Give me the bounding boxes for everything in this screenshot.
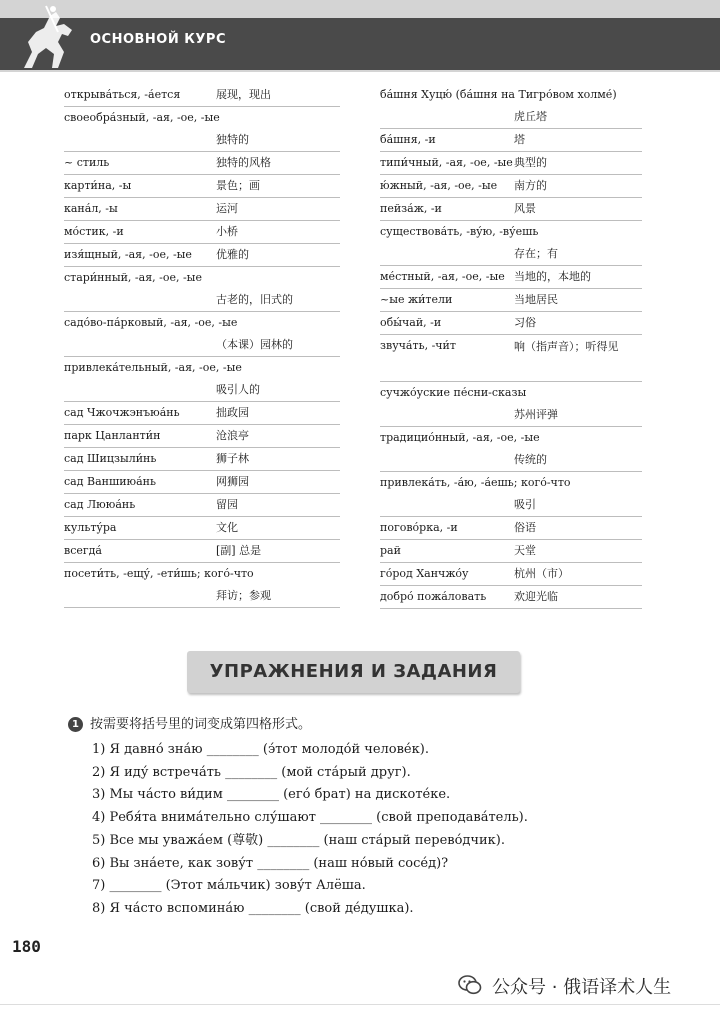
- vocab-row: [64, 425, 340, 448]
- vocab-chinese: 苏州评弹: [514, 408, 558, 421]
- vocab-russian: привлека́тельный, -ая, -ое, -ые: [64, 361, 242, 374]
- exercise-item: 3) Мы ча́сто ви́дим ________ (его́ брат) на дискоте́ке.: [92, 787, 451, 803]
- task-number-badge: 1: [68, 717, 83, 732]
- vocab-row: [64, 517, 340, 540]
- vocab-row: [64, 357, 340, 402]
- header-title: ОСНОВНОЙ КУРС: [90, 32, 226, 47]
- vocab-row: [64, 175, 340, 198]
- exercise-item: 2) Я иду́ встреча́ть ________ (мой ста́рый друг).: [92, 764, 411, 780]
- vocab-chinese: 独特的风格: [216, 156, 271, 169]
- vocab-row: [380, 563, 642, 586]
- vocab-chinese: 典型的: [514, 156, 547, 169]
- vocab-row: [64, 448, 340, 471]
- vocab-chinese: 留园: [216, 498, 238, 511]
- vocab-russian: привлека́ть, -а́ю, -а́ешь; кого́-что: [380, 476, 571, 489]
- vocab-row: [380, 129, 642, 152]
- vocab-russian: сад Шицзыли́нь: [64, 452, 157, 465]
- page-number: 180: [12, 937, 41, 956]
- vocab-row: [380, 289, 642, 312]
- vocab-row: [380, 198, 642, 221]
- vocab-row: [380, 382, 642, 427]
- vocab-russian: типи́чный, -ая, -ое, -ые: [380, 156, 513, 169]
- vocab-russian: добро́ пожа́ловать: [380, 590, 487, 603]
- vocab-chinese: 独特的: [216, 133, 249, 146]
- vocab-row: [380, 540, 642, 563]
- vocab-russian: звуча́ть, -чи́т: [380, 339, 456, 352]
- vocab-chinese: 天堂: [514, 544, 536, 557]
- vocab-chinese: [副] 总是: [216, 544, 262, 557]
- vocab-chinese: 小桥: [216, 225, 238, 238]
- vocab-row: [64, 402, 340, 425]
- vocab-russian: обы́чай, -и: [380, 316, 442, 329]
- vocab-russian: своеобра́зный, -ая, -ое, -ые: [64, 111, 220, 124]
- vocab-row: [64, 267, 340, 312]
- vocab-chinese: 文化: [216, 521, 238, 534]
- vocab-chinese: 传统的: [514, 453, 547, 466]
- vocab-russian: традицио́нный, -ая, -ое, -ые: [380, 431, 540, 444]
- vocab-row: [64, 494, 340, 517]
- vocab-russian: всегда́: [64, 544, 102, 557]
- vocab-russian: пейза́ж, -и: [380, 202, 442, 215]
- vocab-row: [64, 107, 340, 152]
- vocab-chinese: 风景: [514, 202, 536, 215]
- vocab-russian: кана́л, -ы: [64, 202, 118, 215]
- vocab-russian: ме́стный, -ая, -ое, -ые: [380, 270, 505, 283]
- vocab-russian: существова́ть, -ву́ю, -ву́ешь: [380, 225, 539, 238]
- vocab-chinese: 当地的，本地的: [514, 270, 591, 283]
- vocab-row: [64, 312, 340, 357]
- vocab-russian: карти́на, -ы: [64, 179, 132, 192]
- vocab-chinese: 狮子林: [216, 452, 249, 465]
- vocab-chinese: 景色；画: [216, 179, 260, 192]
- vocab-russian: ба́шня, -и: [380, 133, 436, 146]
- vocab-row: [380, 312, 642, 335]
- exercise-item: 4) Ребя́та внима́тельно слу́шают ________ (свой преподава́тель).: [92, 810, 528, 826]
- task-title: 按需要将括号里的词变成第四格形式。: [90, 717, 312, 732]
- vocab-russian: посети́ть, -ещу́, -ети́шь; кого́-что: [64, 567, 254, 580]
- vocab-russian: культу́ра: [64, 521, 117, 534]
- vocab-chinese: 网狮园: [216, 475, 249, 488]
- vocab-row: [380, 175, 642, 198]
- vocab-russian: ~ые жи́тели: [380, 293, 453, 306]
- vocab-chinese: 欢迎光临: [514, 590, 558, 603]
- vocab-chinese: 吸引人的: [216, 383, 260, 396]
- vocab-russian: парк Цанланти́н: [64, 429, 161, 442]
- exercise-item: 8) Я ча́сто вспомина́ю ________ (свой де́душка).: [92, 900, 414, 916]
- vocab-russian: мо́стик, -и: [64, 225, 124, 238]
- vocab-chinese: 俗语: [514, 521, 536, 534]
- vocab-list-left: [64, 84, 340, 608]
- exercise-list: [92, 739, 528, 921]
- vocab-row: [380, 517, 642, 540]
- vocab-russian: ю́жный, -ая, -ое, -ые: [380, 179, 498, 192]
- vocab-russian: ~ стиль: [64, 156, 110, 169]
- vocab-russian: погово́рка, -и: [380, 521, 458, 534]
- vocab-row: [64, 152, 340, 175]
- vocab-chinese: 虎丘塔: [514, 110, 547, 123]
- vocab-row: [64, 198, 340, 221]
- page-header: [0, 0, 720, 72]
- exercise-item: 5) Все мы уважа́ем (尊敬) ________ (наш ста́рый перево́дчик).: [92, 832, 506, 848]
- vocab-russian: го́род Ханчжо́у: [380, 567, 469, 580]
- vocab-russian: стари́нный, -ая, -ое, -ые: [64, 271, 202, 284]
- vocab-chinese: 沧浪亭: [216, 429, 249, 442]
- vocab-list-right: [380, 84, 642, 609]
- vocab-chinese: 塔: [514, 133, 525, 146]
- vocab-row: [380, 586, 642, 609]
- exercise-item: 1) Я давно́ зна́ю ________ (э́тот молодо́й челове́к).: [92, 742, 429, 757]
- vocab-row: [380, 266, 642, 289]
- vocab-chinese: 古老的，旧式的: [216, 293, 293, 306]
- watermark-text: 公众号 · 俄语译术人生: [492, 977, 672, 998]
- horse-rider-logo-icon: [6, 2, 92, 72]
- vocab-chinese: 存在；有: [514, 247, 558, 260]
- exercise-item: 7) ________ (Этот ма́льчик) зову́т Алёша.: [92, 878, 366, 894]
- vocab-chinese: 习俗: [514, 316, 536, 329]
- vocab-row: [380, 427, 642, 472]
- vocab-chinese: 南方的: [514, 179, 547, 192]
- section-title: УПРАЖНЕНИЯ И ЗАДАНИЯ: [187, 651, 520, 693]
- vocab-row: [64, 244, 340, 267]
- vocab-russian: открыва́ться, -а́ется: [64, 88, 181, 101]
- wechat-icon: [458, 974, 482, 996]
- vocab-russian: сад Лююа́нь: [64, 498, 136, 511]
- vocab-row: [64, 540, 340, 563]
- vocab-russian: сад Чжочжэнъюа́нь: [64, 406, 180, 419]
- vocab-russian: рай: [380, 544, 401, 557]
- vocab-row: [380, 335, 642, 382]
- vocab-russian: ба́шня Хуцю́ (ба́шня на Тигро́вом холме́): [380, 88, 617, 101]
- vocab-row: [380, 221, 642, 266]
- vocab-row: [380, 472, 642, 517]
- vocab-chinese: 吸引: [514, 498, 536, 511]
- vocab-chinese: 拙政园: [216, 406, 249, 419]
- vocab-row: [64, 563, 340, 608]
- vocab-russian: садо́во-па́рковый, -ая, -ое, -ые: [64, 316, 238, 329]
- vocab-chinese: 展现，现出: [216, 88, 271, 101]
- vocab-chinese: 杭州（市）: [514, 567, 569, 580]
- vocab-row: [64, 221, 340, 244]
- vocab-chinese: 运河: [216, 202, 238, 215]
- exercise-item: 6) Вы зна́ете, как зову́т ________ (наш но́вый сосе́д)?: [92, 855, 449, 871]
- vocab-russian: сад Ваншиюа́нь: [64, 475, 156, 488]
- vocab-row: [380, 84, 642, 129]
- vocab-russian: изя́щный, -ая, -ое, -ые: [64, 248, 192, 261]
- vocab-chinese: 优雅的: [216, 248, 249, 261]
- vocab-chinese: 响（指声音）；听得见: [514, 340, 619, 353]
- vocab-chinese: （本课）园林的: [216, 338, 293, 351]
- vocab-row: [64, 84, 340, 107]
- vocab-chinese: 拜访；参观: [216, 589, 271, 602]
- vocab-russian: сучжо́уские пе́сни-сказы: [380, 386, 527, 399]
- vocab-chinese: 当地居民: [514, 293, 558, 306]
- vocab-row: [64, 471, 340, 494]
- footer-divider: [0, 1004, 720, 1005]
- vocab-row: [380, 152, 642, 175]
